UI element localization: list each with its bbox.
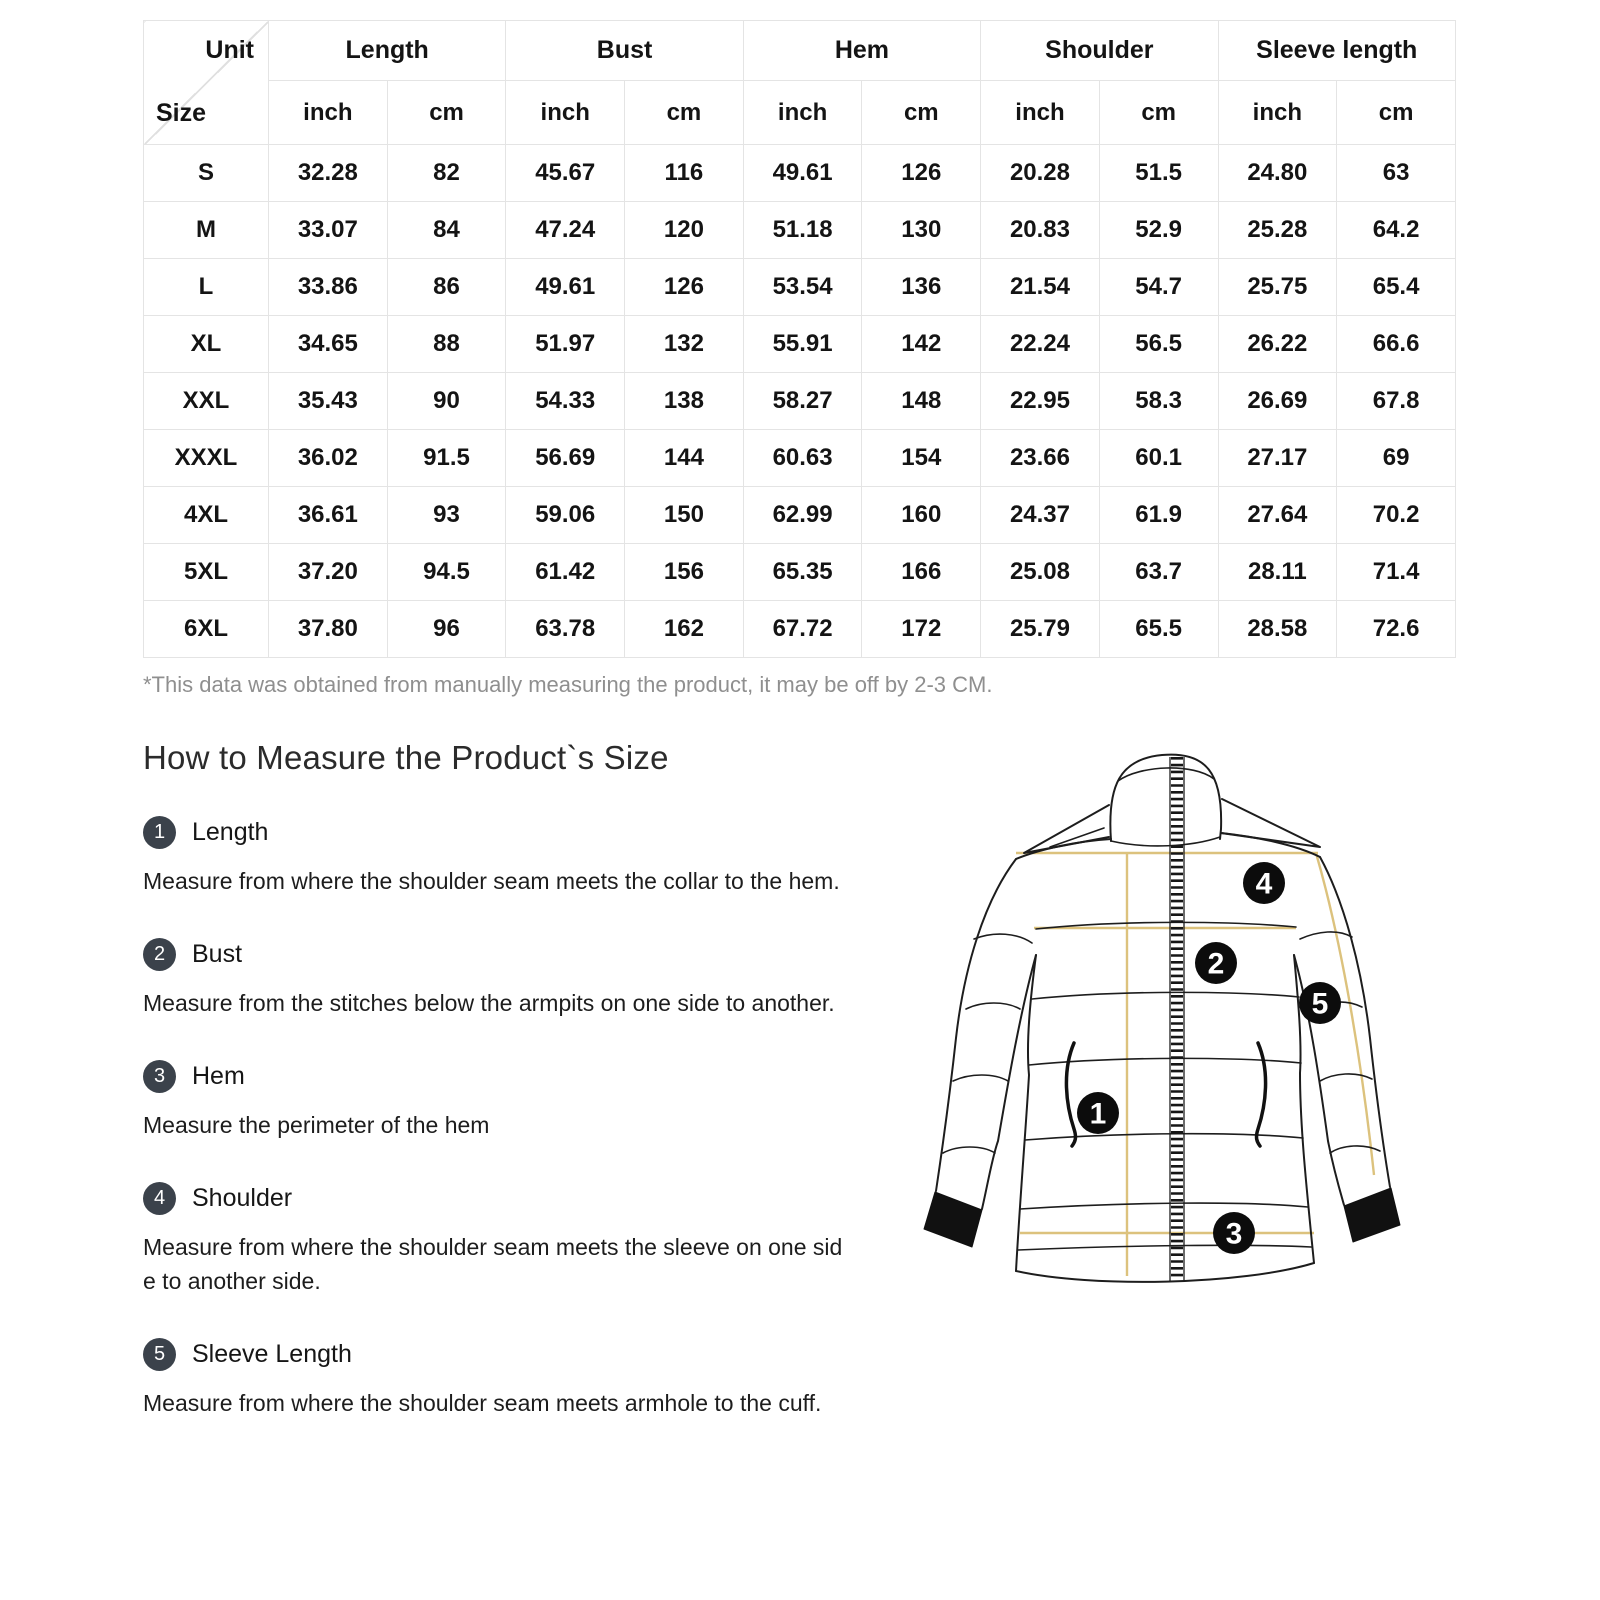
value-cell: 156 (625, 544, 744, 601)
value-cell: 72.6 (1337, 601, 1456, 658)
quilt-seam (1025, 1134, 1303, 1140)
value-cell: 25.28 (1218, 202, 1337, 259)
value-cell: 160 (862, 487, 981, 544)
table-row (144, 601, 1456, 658)
value-cell: 162 (625, 601, 744, 658)
table-unit-header-row (144, 81, 1456, 145)
table-row (144, 259, 1456, 316)
size-chart-table (143, 20, 1456, 658)
jacket-diagram (922, 742, 1407, 1294)
unit-header-cell: cm (625, 81, 744, 145)
value-cell: 166 (862, 544, 981, 601)
badge-number: 1 (1089, 1097, 1107, 1131)
size-cell: 5XL (144, 544, 269, 601)
right-cuff (1344, 1188, 1400, 1242)
value-cell: 45.67 (506, 145, 625, 202)
value-cell: 22.24 (981, 316, 1100, 373)
instruction-item-header (143, 938, 845, 971)
unit-header-cell: inch (1218, 81, 1337, 145)
value-cell: 58.3 (1099, 373, 1218, 430)
value-cell: 54.33 (506, 373, 625, 430)
diagram-badge-1 (1077, 1092, 1119, 1134)
badge-number: 2 (1207, 947, 1225, 981)
column-group-header: Hem (743, 21, 980, 81)
value-cell: 56.69 (506, 430, 625, 487)
howto-section (143, 740, 845, 1420)
measurement-guide-lines (1016, 853, 1374, 1276)
value-cell: 132 (625, 316, 744, 373)
value-cell: 36.61 (269, 487, 388, 544)
value-cell: 34.65 (269, 316, 388, 373)
value-cell: 58.27 (743, 373, 862, 430)
value-cell: 126 (625, 259, 744, 316)
step-number-badge: 2 (143, 938, 176, 971)
instruction-description: Measure the perimeter of the hem (143, 1112, 490, 1139)
instruction-item (143, 816, 845, 898)
value-cell: 56.5 (1099, 316, 1218, 373)
unit-header-cell: inch (269, 81, 388, 145)
instruction-description: Measure from where the shoulder seam meets the collar to the hem. (143, 868, 840, 895)
value-cell: 26.22 (1218, 316, 1337, 373)
value-cell: 59.06 (506, 487, 625, 544)
table-row (144, 145, 1456, 202)
table-corner-cell (144, 21, 269, 145)
diagram-badge-3 (1213, 1212, 1255, 1254)
instruction-item-header (143, 1182, 845, 1215)
value-cell: 67.8 (1337, 373, 1456, 430)
value-cell: 62.99 (743, 487, 862, 544)
value-cell: 82 (387, 145, 506, 202)
instruction-title: Shoulder (192, 1184, 293, 1213)
value-cell: 88 (387, 316, 506, 373)
left-sleeve-seam (953, 1075, 1008, 1081)
value-cell: 138 (625, 373, 744, 430)
value-cell: 142 (862, 316, 981, 373)
value-cell: 21.54 (981, 259, 1100, 316)
instruction-description: Measure from where the shoulder seam meets the sleeve on one side to another side. (143, 1234, 843, 1295)
value-cell: 61.42 (506, 544, 625, 601)
collar-top-line (1118, 768, 1214, 781)
value-cell: 24.80 (1218, 145, 1337, 202)
value-cell: 28.58 (1218, 601, 1337, 658)
instruction-item (143, 1338, 845, 1420)
column-group-header: Shoulder (981, 21, 1218, 81)
value-cell: 90 (387, 373, 506, 430)
hood-strap-detail (1050, 828, 1104, 847)
value-cell: 65.5 (1099, 601, 1218, 658)
value-cell: 94.5 (387, 544, 506, 601)
value-cell: 91.5 (387, 430, 506, 487)
value-cell: 70.2 (1337, 487, 1456, 544)
value-cell: 51.18 (743, 202, 862, 259)
value-cell: 64.2 (1337, 202, 1456, 259)
value-cell: 65.4 (1337, 259, 1456, 316)
value-cell: 27.17 (1218, 430, 1337, 487)
instruction-title: Hem (192, 1062, 245, 1091)
unit-header-cell: inch (506, 81, 625, 145)
value-cell: 33.86 (269, 259, 388, 316)
value-cell: 130 (862, 202, 981, 259)
corner-label-unit: Unit (205, 36, 254, 64)
instruction-item (143, 938, 845, 1020)
table-row (144, 202, 1456, 259)
instruction-description: Measure from the stitches below the armpits on one side to another. (143, 990, 835, 1017)
value-cell: 25.75 (1218, 259, 1337, 316)
column-group-header: Length (269, 21, 506, 81)
value-cell: 126 (862, 145, 981, 202)
column-group-header: Bust (506, 21, 743, 81)
value-cell: 84 (387, 202, 506, 259)
value-cell: 52.9 (1099, 202, 1218, 259)
value-cell: 37.20 (269, 544, 388, 601)
right-sleeve-seam (1320, 1074, 1372, 1081)
value-cell: 61.9 (1099, 487, 1218, 544)
table-row (144, 487, 1456, 544)
value-cell: 150 (625, 487, 744, 544)
right-pocket-line (1257, 1043, 1266, 1146)
value-cell: 51.97 (506, 316, 625, 373)
value-cell: 63.78 (506, 601, 625, 658)
value-cell: 55.91 (743, 316, 862, 373)
unit-header-cell: inch (743, 81, 862, 145)
quilt-seam (1032, 992, 1299, 999)
left-pocket-line (1066, 1043, 1075, 1146)
hood-left-flap (1024, 805, 1109, 853)
value-cell: 66.6 (1337, 316, 1456, 373)
size-cell: L (144, 259, 269, 316)
quilt-seam (1020, 1203, 1308, 1209)
value-cell: 22.95 (981, 373, 1100, 430)
diagram-badge-2 (1195, 942, 1237, 984)
value-cell: 54.7 (1099, 259, 1218, 316)
instruction-description: Measure from where the shoulder seam meets armhole to the cuff. (143, 1390, 822, 1417)
quilt-seam (1018, 1245, 1311, 1250)
unit-header-cell: cm (1337, 81, 1456, 145)
badge-number: 4 (1255, 867, 1273, 901)
value-cell: 51.5 (1099, 145, 1218, 202)
size-cell: XL (144, 316, 269, 373)
value-cell: 60.63 (743, 430, 862, 487)
collar-bottom-line (1111, 837, 1220, 846)
table-row (144, 544, 1456, 601)
badge-number: 3 (1225, 1217, 1243, 1251)
value-cell: 69 (1337, 430, 1456, 487)
value-cell: 63 (1337, 145, 1456, 202)
value-cell: 49.61 (743, 145, 862, 202)
value-cell: 32.28 (269, 145, 388, 202)
value-cell: 23.66 (981, 430, 1100, 487)
table-group-header-row (144, 21, 1456, 81)
value-cell: 154 (862, 430, 981, 487)
value-cell: 33.07 (269, 202, 388, 259)
instruction-title: Sleeve Length (192, 1340, 352, 1369)
left-sleeve-seam (943, 1147, 995, 1153)
instruction-item (143, 1182, 845, 1298)
value-cell: 116 (625, 145, 744, 202)
size-cell: XXXL (144, 430, 269, 487)
body-left-edge (1016, 955, 1036, 1271)
size-cell: 6XL (144, 601, 269, 658)
jacket-svg (922, 742, 1407, 1294)
size-cell: M (144, 202, 269, 259)
instruction-title: Length (192, 818, 269, 847)
value-cell: 49.61 (506, 259, 625, 316)
value-cell: 172 (862, 601, 981, 658)
instruction-title: Bust (192, 940, 243, 969)
column-group-header: Sleeve length (1218, 21, 1456, 81)
badge-number: 5 (1311, 987, 1329, 1021)
right-sleeve-seam (1300, 932, 1352, 939)
value-cell: 20.28 (981, 145, 1100, 202)
instruction-item-header (143, 1338, 845, 1371)
table-row (144, 373, 1456, 430)
value-cell: 47.24 (506, 202, 625, 259)
value-cell: 26.69 (1218, 373, 1337, 430)
value-cell: 136 (862, 259, 981, 316)
left-cuff (924, 1192, 982, 1247)
instruction-item-header (143, 816, 845, 849)
value-cell: 24.37 (981, 487, 1100, 544)
size-cell: 4XL (144, 487, 269, 544)
diagram-badge-4 (1243, 862, 1285, 904)
value-cell: 36.02 (269, 430, 388, 487)
step-number-badge: 5 (143, 1338, 176, 1371)
value-cell: 37.80 (269, 601, 388, 658)
value-cell: 86 (387, 259, 506, 316)
size-cell: S (144, 145, 269, 202)
value-cell: 71.4 (1337, 544, 1456, 601)
hem-edge (1016, 1263, 1314, 1282)
value-cell: 144 (625, 430, 744, 487)
instruction-item (143, 1060, 845, 1142)
value-cell: 28.11 (1218, 544, 1337, 601)
section-heading: How to Measure the Product`s Size (143, 739, 669, 776)
unit-header-cell: cm (1099, 81, 1218, 145)
value-cell: 65.35 (743, 544, 862, 601)
value-cell: 120 (625, 202, 744, 259)
value-cell: 93 (387, 487, 506, 544)
diagram-badge-5 (1299, 982, 1341, 1024)
value-cell: 53.54 (743, 259, 862, 316)
unit-header-cell: inch (981, 81, 1100, 145)
step-number-badge: 3 (143, 1060, 176, 1093)
instruction-item-header (143, 1060, 845, 1093)
value-cell: 96 (387, 601, 506, 658)
left-sleeve-outer (936, 859, 1016, 1191)
table-row (144, 430, 1456, 487)
value-cell: 25.08 (981, 544, 1100, 601)
left-sleeve-seam (974, 934, 1032, 943)
step-number-badge: 4 (143, 1182, 176, 1215)
left-sleeve-seam (966, 1003, 1020, 1009)
size-cell: XXL (144, 373, 269, 430)
value-cell: 20.83 (981, 202, 1100, 259)
measurement-note: *This data was obtained from manually measuring the product, it may be off by 2-3 CM. (143, 672, 993, 697)
value-cell: 27.64 (1218, 487, 1337, 544)
table-row (144, 316, 1456, 373)
corner-label-size: Size (156, 99, 207, 127)
value-cell: 25.79 (981, 601, 1100, 658)
value-cell: 63.7 (1099, 544, 1218, 601)
step-number-badge: 1 (143, 816, 176, 849)
value-cell: 67.72 (743, 601, 862, 658)
unit-header-cell: cm (387, 81, 506, 145)
value-cell: 35.43 (269, 373, 388, 430)
unit-header-cell: cm (862, 81, 981, 145)
value-cell: 60.1 (1099, 430, 1218, 487)
value-cell: 148 (862, 373, 981, 430)
